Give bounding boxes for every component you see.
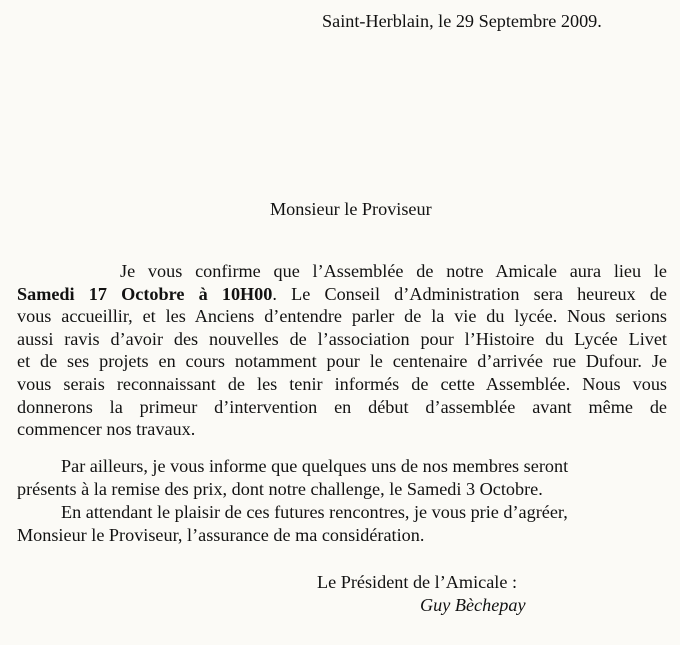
paragraph-closing	[17, 501, 667, 546]
salutation: Monsieur le Proviseur	[270, 199, 432, 219]
paragraph1-line2	[17, 283, 667, 306]
paragraph3-line1: En attendant le plaisir de ces futures rencontres, je vous prie d’agréer,	[61, 502, 568, 522]
paragraph2-line2: présents à la remise des prix, dont notre challenge, le Samedi 3 Octobre.	[17, 478, 543, 499]
paragraph1-line7: donnerons la primeur d’intervention en début d’assemblée avant même de	[17, 396, 667, 417]
paragraph2-line1: Par ailleurs, je vous informe que quelques uns de nos membres seront	[61, 456, 569, 476]
paragraph1-line2-rest: . Le Conseil d’Administration sera heureux de	[272, 283, 667, 304]
paragraph-prize-ceremony	[17, 455, 667, 500]
paragraph1-line4: aussi ravis d’avoir des nouvelles de l’association pour l’Histoire du Lycée Livet	[17, 328, 667, 349]
paragraph1-line3: vous accueillir, et les Anciens d’entendre parler de la vie du lycée. Nous serions	[17, 306, 667, 327]
paragraph1-line5: et de ses projets en cours notamment pour le centenaire d’arrivée rue Dufour. Je	[17, 351, 667, 372]
date-line: Saint-Herblain, le 29 Septembre 2009.	[322, 11, 602, 31]
paragraph1-line8: commencer nos travaux.	[17, 419, 196, 440]
paragraph-confirmation	[17, 260, 667, 441]
paragraph1-line6: vous serais reconnaissant de les tenir informés de cette Assemblée. Nous vous	[17, 373, 667, 394]
signature-name: Guy Bèchepay	[420, 595, 526, 615]
paragraph3-line2: Monsieur le Proviseur, l’assurance de ma considération.	[17, 524, 425, 545]
signature-title: Le Président de l’Amicale :	[317, 572, 517, 592]
paragraph1-line1: Je vous confirme que l’Assemblée de notre Amicale aura lieu le	[120, 261, 667, 281]
assembly-date: Samedi 17 Octobre à 10H00	[17, 283, 273, 304]
